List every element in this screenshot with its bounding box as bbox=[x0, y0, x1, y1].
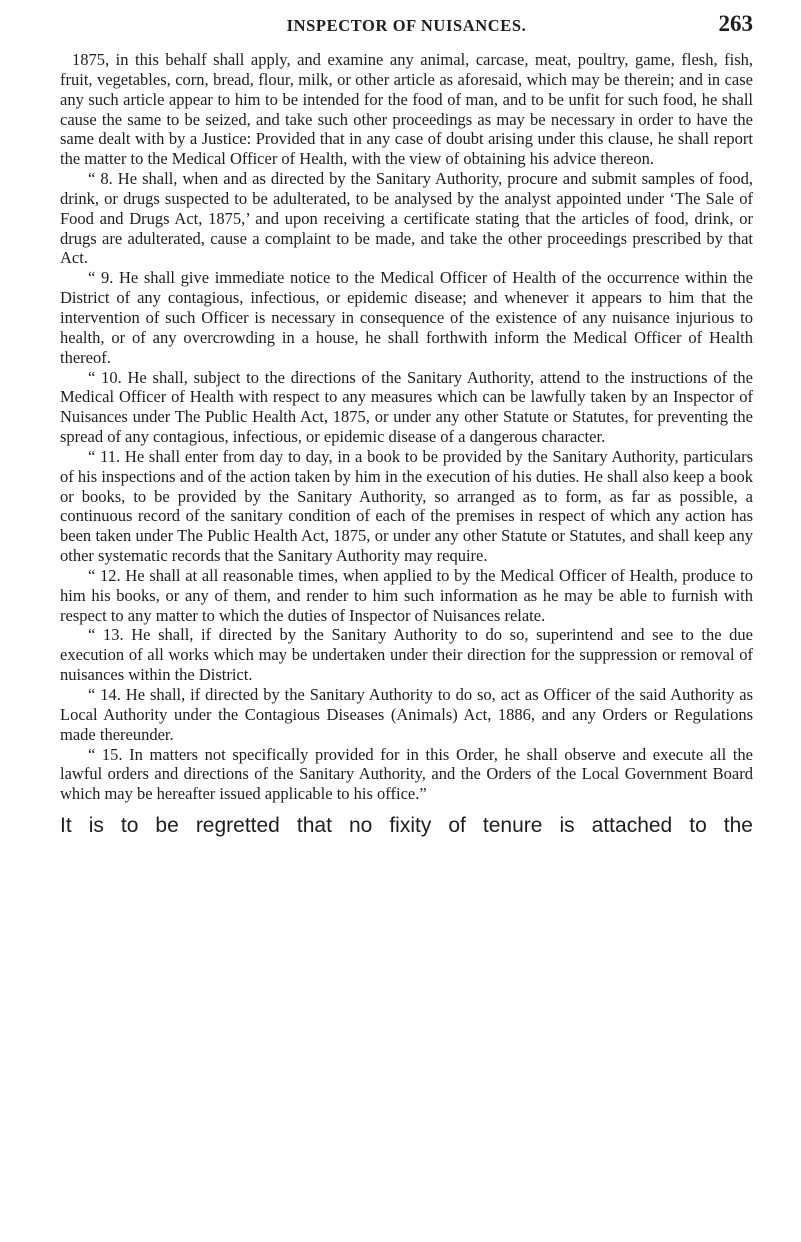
paragraph-clause-10: “ 10. He shall, subject to the directions of the Sanitary Authority, attend to the instructions of the Medical Officer of Health with respect to any measures which can be lawfully taken by an Inspector of Nuisances under The Public Health Act, 1875, or under any other Statute or Statutes, for preventing the spread of any contagious, infectious, or epidemic disease of a dangerous character. bbox=[60, 367, 753, 447]
body-text bbox=[60, 50, 753, 804]
paragraph-clause-15: “ 15. In matters not specifically provided for in this Order, he shall observe and execute all the lawful orders and directions of the Sanitary Authority, and the Orders of the Local Government Board which may be hereafter issued applicable to his office.” bbox=[60, 744, 753, 804]
paragraph-clause-8: “ 8. He shall, when and as directed by the Sanitary Authority, procure and submit samples of food, drink, or drugs suspected to be adulterated, to be analysed by the analyst appointed under ‘The Sale of Food and Drugs Act, 1875,’ and upon receiving a certificate stating that the articles of food, drink, or drugs are adulterated, cause a complaint to be made, and take the other proceedings prescribed by that Act. bbox=[60, 169, 753, 268]
paragraph-clause-11: “ 11. He shall enter from day to day, in a book to be provided by the Sanitary Authority, particulars of his inspections and of the action taken by him in the execution of his duties. He shall also keep a book or books, to be provided by the Sanitary Authority, so arranged as to form, as far as possible, a continuous record of the sanitary condition of each of the premises in respect of which any action has been taken under The Public Health Act, 1875, or under any other Statute or Statutes, and shall keep any other systematic records that the Sanitary Authority may require. bbox=[60, 446, 753, 566]
paragraph-clause-12: “ 12. He shall at all reasonable times, when applied to by the Medical Officer of Health, produce to him his books, or any of them, and render to him such information as he may be able to furnish with respect to any matter to which the duties of Inspector of Nuisances relate. bbox=[60, 565, 753, 625]
running-head bbox=[60, 8, 753, 48]
paragraph-clause-7-continued: 1875, in this behalf shall apply, and examine any animal, carcase, meat, poultry, game, flesh, fish, fruit, vegetables, corn, bread, flour, milk, or other article as aforesaid, which may be therein; and in case any such article appear to him to be intended for the food of man, and to be unfit for such food, he shall cause the same to be seized, and take such other proceedings as may be necessary in order to have the same dealt with by a Justice: Provided that in any case of doubt arising under this clause, he shall report the matter to the Medical Officer of Health, with the view of obtaining his advice thereon. bbox=[60, 50, 753, 169]
paragraph-clause-13: “ 13. He shall, if directed by the Sanitary Authority to do so, superintend and see to the due execution of all works which may be undertaken under their direction for the suppression or removal of nuisances within the District. bbox=[60, 625, 753, 685]
page-number: 263 bbox=[718, 11, 753, 36]
paragraph-clause-9: “ 9. He shall give immediate notice to the Medical Officer of Health of the occurrence within the District of any contagious, infectious, or epidemic disease; and whenever it appears to him that the intervention of such Officer is necessary in consequence of the existence of any nuisance injurious to health, or of any overcrowding in a house, he shall forthwith inform the Medical Officer of Health thereof. bbox=[60, 268, 753, 367]
running-title: INSPECTOR OF NUISANCES. bbox=[286, 16, 527, 35]
paragraph-clause-14: “ 14. He shall, if directed by the Sanitary Authority to do so, act as Officer of the said Authority as Local Authority under the Contagious Diseases (Animals) Act, 1886, and any Orders or Regulations made thereunder. bbox=[60, 685, 753, 744]
closing-line: It is to be regretted that no fixity of tenure is attached to the bbox=[60, 814, 753, 838]
